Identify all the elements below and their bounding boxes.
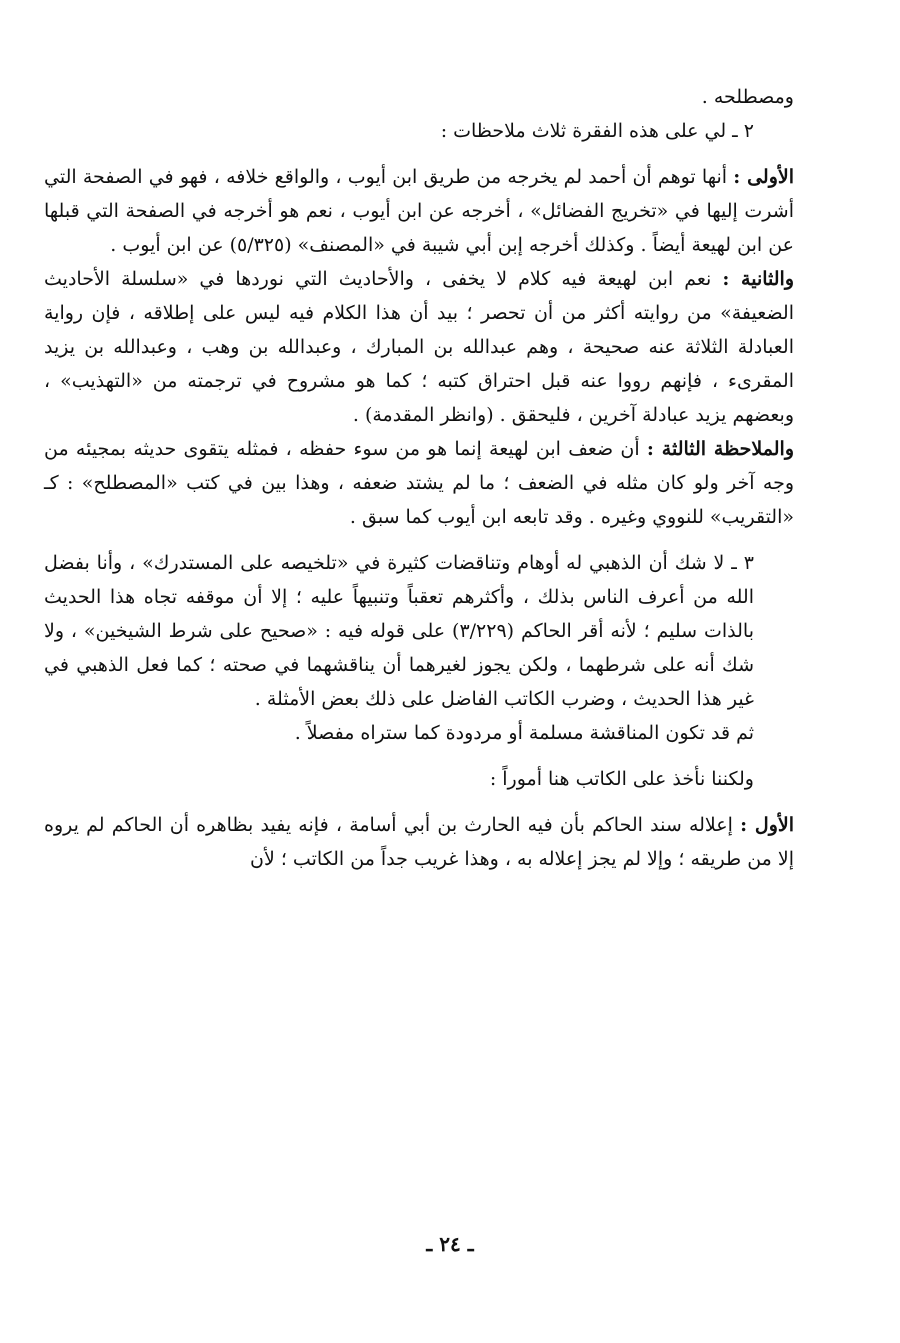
paragraph-2 <box>44 160 794 262</box>
paragraph-2-lead: الأولى : <box>733 166 794 188</box>
paragraph-2-text: أنها توهم أن أحمد لم يخرجه من طريق ابن أيوب ، والواقع خلافه ، فهو في الصفحة التي أشرت إليها في «تخريج الفضائل» ، أخرجه عن ابن أيوب ، نعم هو أخرجه في الصفحة التي قبلها عن ابن لهيعة أيضاً . وكذلك أخرجه إبن أبي شيبة في «المصنف» (٥/٣٢٥) عن ابن أيوب . <box>44 166 794 256</box>
paragraph-7: ولكننا نأخذ على الكاتب هنا أموراً : <box>489 768 754 790</box>
paragraph-3-text: نعم ابن لهيعة فيه كلام لا يخفى ، والأحاديث التي نوردها في «سلسلة الأحاديث الضعيفة» من روايته أكثر من أن تحصر ؛ بيد أن هذا الكلام فيه ليس على إطلاقه ، فإن رواية العبادلة الثلاثة عنه صحيحة ، وهم عبدالله بن المبارك ، وعبدالله بن وهب ، وعبدالله بن يزيد المقرىء ، فإنهم رووا عنه قبل احتراق كتبه ؛ كما هو مشروح في ترجمته من «التهذيب» ، وبعضهم يزيد عبادلة آخرين ، فليحقق . (وانظر المقدمة) . <box>44 268 794 426</box>
paragraph-1: ٢ ـ لي على هذه الفقرة ثلاث ملاحظات : <box>440 120 754 142</box>
paragraph-6: ثم قد تكون المناقشة مسلمة أو مردودة كما ستراه مفصلاً . <box>294 722 754 744</box>
page-number: ـ ٢٤ ـ <box>426 1232 474 1256</box>
paragraph-5: ٣ ـ لا شك أن الذهبي له أوهام وتناقضات كثيرة في «تلخيصه على المستدرك» ، وأنا بفضل الله من أعرف الناس بذلك ، وأكثرهم تعقباً وتنبيهاً عليه ؛ إلا أن موقفه تجاه هذا الحديث بالذات سليم ؛ لأنه أقر الحاكم (٣/٢٢٩) على قوله فيه : «صحيح على شرط الشيخين» ، ولا شك أنه على شرطهما ، ولكن يجوز لغيرهما أن يناقشهما في صحته ؛ كما فعل الذهبي في غير هذا الحديث ، وضرب الكاتب الفاضل على ذلك بعض الأمثلة . <box>44 552 754 710</box>
paragraph-0: ومصطلحه . <box>701 86 794 108</box>
document-body <box>44 80 794 876</box>
paragraph-4 <box>44 432 794 534</box>
paragraph-3 <box>44 262 794 432</box>
paragraph-3-lead: والثانية : <box>722 268 794 290</box>
paragraph-4-text: أن ضعف ابن لهيعة إنما هو من سوء حفظه ، فمثله يتقوى حديثه بمجيئه من وجه آخر ولو كان مثله في الضعف ؛ ما لم يشتد ضعفه ، وهذا بين في كتب «المصطلح» : كـ «التقريب» للنووي وغيره . وقد تابعه ابن أيوب كما سبق . <box>44 438 794 528</box>
paragraph-8 <box>44 808 794 876</box>
paragraph-4-lead: والملاحظة الثالثة : <box>646 438 794 460</box>
paragraph-8-lead: الأول : <box>740 814 794 836</box>
paragraph-8-text: إعلاله سند الحاكم بأن فيه الحارث بن أبي أسامة ، فإنه يفيد بظاهره أن الحاكم لم يروه إلا من طريقه ؛ وإلا لم يجز إعلاله به ، وهذا غريب جداً من الكاتب ؛ لأن <box>44 814 794 870</box>
